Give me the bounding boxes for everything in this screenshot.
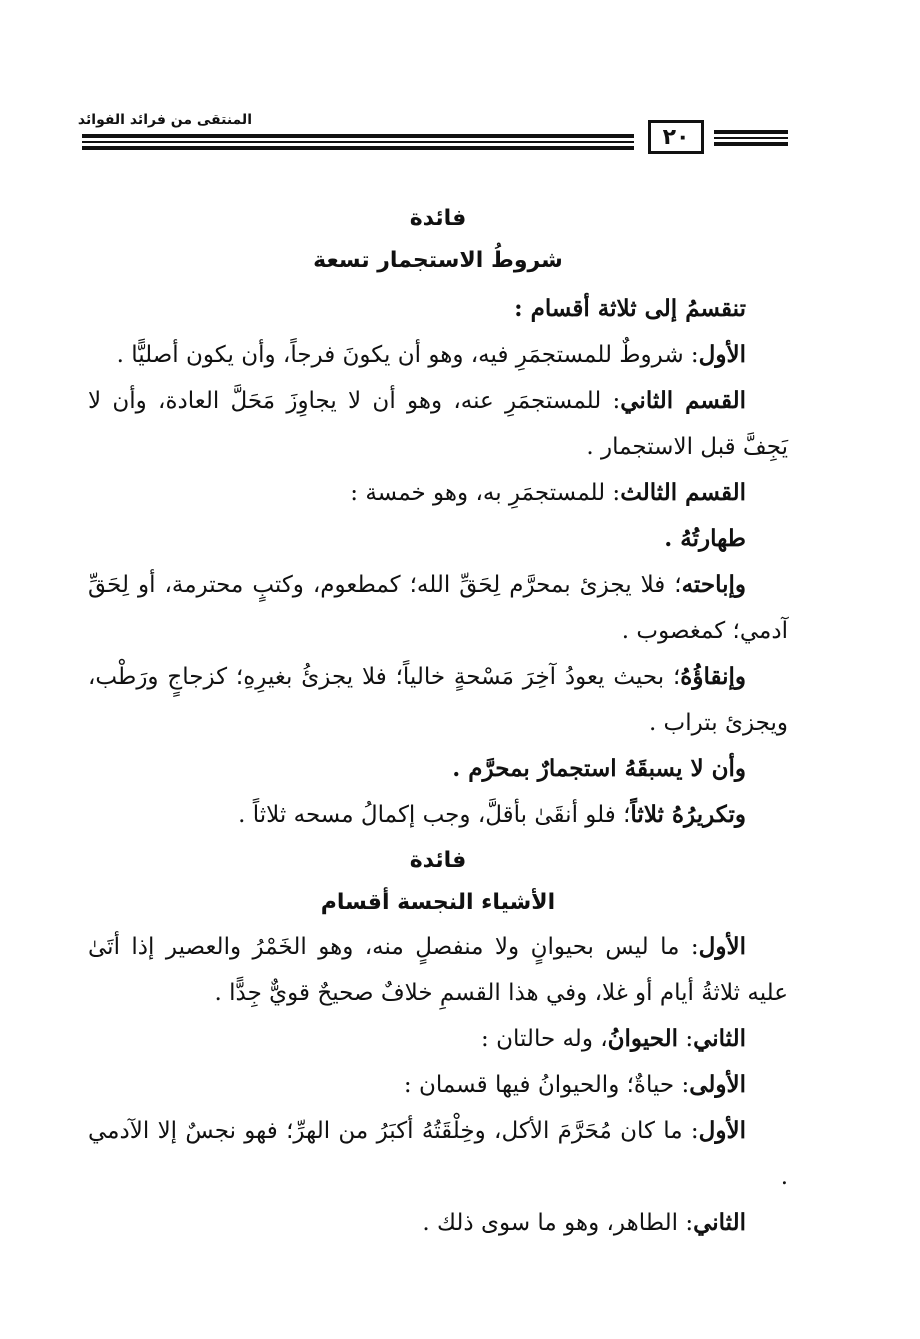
paragraph-lead: القسم الثالث (620, 479, 746, 506)
running-title: المنتقى من فرائد الفوائد (77, 112, 252, 128)
paragraph-text: : للمستجمَرِ عنه، وهو أن لا يجاوِزَ مَحَلَّ العادة، وأن لا يَجِفَّ قبل الاستجمار . (88, 388, 788, 460)
paragraph-text: : للمستجمَرِ به، وهو خمسة : (350, 480, 621, 506)
paragraph (88, 332, 788, 378)
header-rule-left-2 (82, 141, 634, 143)
paragraph (88, 792, 788, 838)
paragraph (88, 654, 788, 746)
section1-title: شروطُ الاستجمار تسعة (313, 248, 563, 273)
page-header (77, 112, 788, 157)
paragraph (88, 286, 788, 332)
paragraph-text: ؛ فلا يجزئ بمحرَّم لِحَقِّ الله؛ كمطعوم، وكتبٍ محترمة، أو لِحَقِّ آدمي؛ كمغصوب . (88, 572, 788, 644)
paragraph-lead: وإباحته (681, 571, 746, 598)
paragraph (88, 1200, 788, 1246)
paragraph-lead: وأن لا يسبقَهُ استجمارٌ بمحرَّم . (452, 755, 746, 782)
section2-heading: فائدة (409, 848, 467, 873)
paragraph-lead: الثاني (693, 1025, 746, 1052)
paragraph (88, 562, 788, 654)
page-content (88, 198, 788, 1246)
header-rule-left-1 (82, 134, 634, 138)
paragraph-lead: الأولى (689, 1071, 746, 1098)
paragraph (88, 378, 788, 470)
paragraph-text: : حياةٌ؛ والحيوانُ فيها قسمان : (403, 1072, 690, 1098)
paragraph-text: ؛ فلو أنقَىٰ بأقلَّ، وجب إكمالُ مسحه ثلاثاً . (238, 802, 631, 828)
paragraph (88, 516, 788, 562)
paragraph (88, 924, 788, 1016)
paragraph-bold: الحيوانُ (607, 1025, 679, 1052)
paragraph-text: : الطاهر، وهو ما سوى ذلك . (422, 1210, 694, 1236)
paragraph-text: ، وله حالتان : (481, 1026, 608, 1052)
paragraph-lead: وإنقاؤُهُ (680, 663, 746, 690)
paragraph-text: : ما كان مُحَرَّمَ الأكل، وخِلْقَتُهُ أكبَرُ من الهرِّ؛ فهو نجسٌ إلا الآدمي . (88, 1118, 788, 1190)
paragraph-lead: القسم الثاني (620, 387, 746, 414)
header-rule-right-3 (714, 142, 788, 146)
header-rule-right-1 (714, 130, 788, 134)
paragraph (88, 746, 788, 792)
paragraph-lead: الأول (698, 933, 746, 960)
paragraph-lead: الثاني (693, 1209, 746, 1236)
section1-heading: فائدة (409, 206, 467, 231)
paragraph (88, 1108, 788, 1200)
paragraph-lead: وتكريرُهُ ثلاثاً (630, 801, 746, 828)
paragraph-text: : ما ليس بحيوانٍ ولا منفصلٍ منه، وهو الخَمْرُ والعصير إذا أتَىٰ عليه ثلاثةُ أيام أو غلا، وفي هذا القسمِ خلافٌ صحيحٌ قويٌّ جِدًّا . (88, 934, 788, 1006)
section2-title: الأشياء النجسة أقسام (320, 890, 556, 915)
paragraph-lead: طهارتُهُ . (664, 525, 746, 552)
paragraph-lead: الأول (698, 341, 746, 368)
header-rule-right-2 (714, 137, 788, 139)
paragraph-text: ؛ بحيث يعودُ آخِرَ مَسْحةٍ خالياً؛ فلا يجزئُ بغيرِهِ؛ كزجاجٍ ورَطْب، ويجزئ بتراب . (88, 664, 788, 736)
paragraph (88, 1062, 788, 1108)
header-rule-left-3 (82, 146, 634, 150)
paragraph (88, 470, 788, 516)
paragraph-text: : شروطٌ للمستجمَرِ فيه، وهو أن يكونَ فرجاً، وأن يكون أصليًّا . (116, 342, 699, 368)
page-number: ٢٠ (648, 120, 704, 154)
paragraph-lead: الأول (698, 1117, 746, 1144)
paragraph (88, 1016, 788, 1062)
paragraph-text: تنقسمُ إلى ثلاثة أقسام : (514, 295, 746, 322)
paragraph-text: : (678, 1026, 694, 1052)
